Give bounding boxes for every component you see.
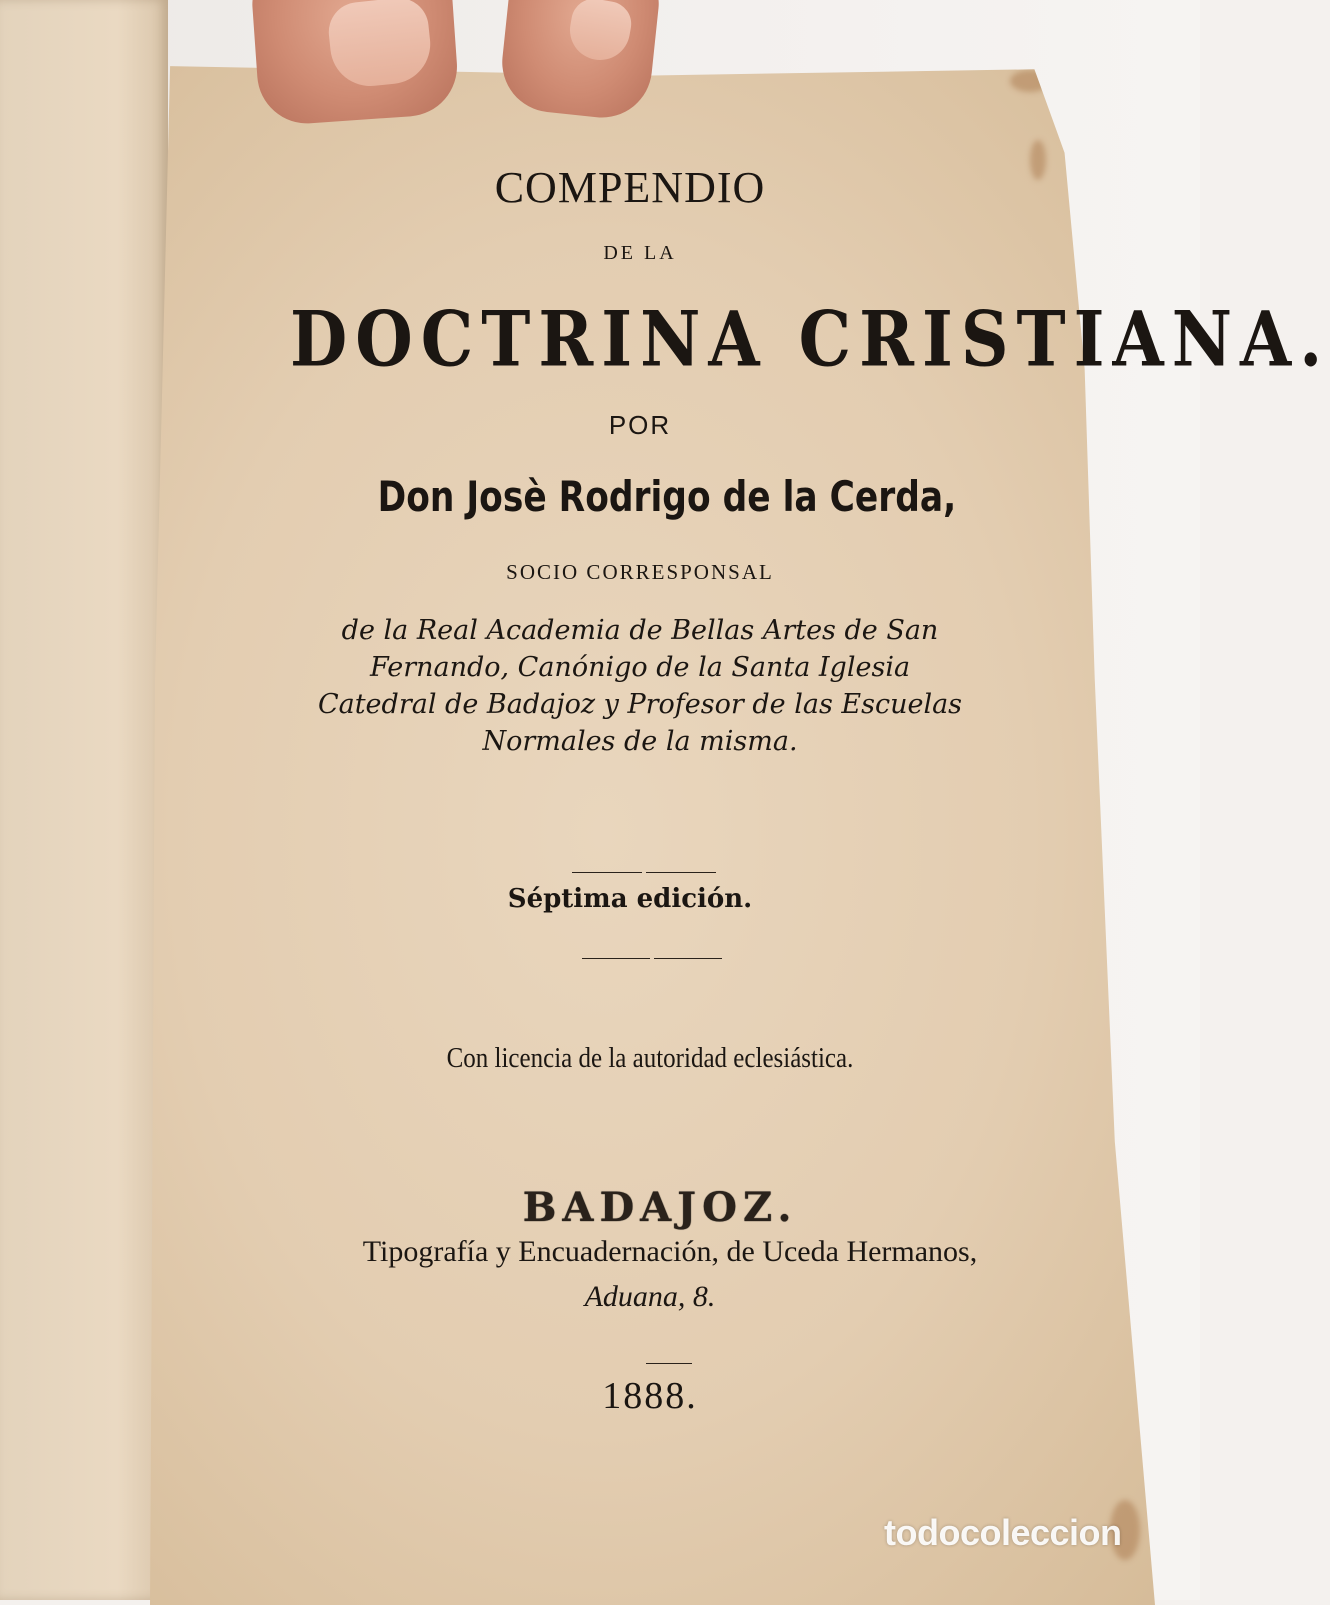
- affiliation-line: Fernando, Canónigo de la Santa Iglesia: [369, 652, 911, 683]
- divider-rule: [582, 958, 650, 959]
- affiliation-line: Normales de la misma.: [482, 726, 798, 757]
- foxing-stain: [1010, 70, 1050, 92]
- by-line: POR: [608, 410, 672, 440]
- book-subtitle: DOCTRINA CRISTIANA.: [290, 294, 1330, 384]
- publication-year: 1888.: [602, 1375, 698, 1417]
- printer-address: Aduana, 8.: [584, 1280, 716, 1313]
- book-title-connector: DE LA: [603, 242, 677, 264]
- left-facing-page: [0, 0, 168, 1600]
- edition-label: Séptima edición.: [507, 884, 753, 914]
- foxing-stain: [1030, 140, 1046, 180]
- affiliation-line: Catedral de Badajoz y Profesor de las Escuelas: [317, 689, 963, 720]
- divider-rule: [646, 1363, 692, 1364]
- watermark-logo: todocoleccion: [884, 1512, 1122, 1553]
- book-title: COMPENDIO: [494, 163, 766, 212]
- divider-rule: [654, 958, 722, 959]
- printer-name: Tipografía y Encuadernación, de Uceda Hermanos,: [362, 1235, 978, 1268]
- author-role: SOCIO CORRESPONSAL: [506, 560, 774, 584]
- divider-rule: [646, 872, 716, 873]
- license-note: Con licencia de la autoridad eclesiástica.: [446, 1042, 854, 1074]
- divider-rule: [572, 872, 642, 873]
- affiliation-line: de la Real Academia de Bellas Artes de San: [341, 615, 939, 646]
- author-name: Don Josè Rodrigo de la Cerda,: [377, 472, 957, 521]
- publication-city: BADAJOZ.: [522, 1184, 798, 1231]
